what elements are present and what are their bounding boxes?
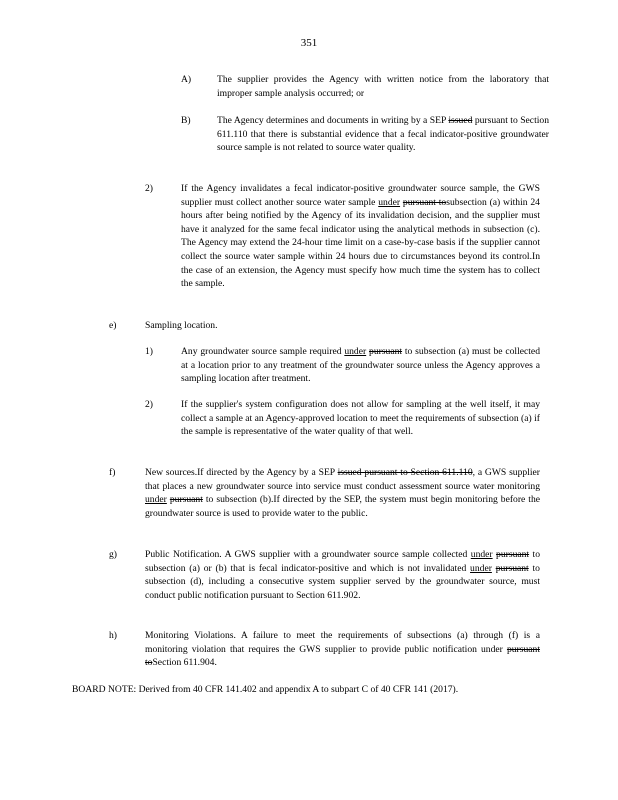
text-run: to subsection (a) must be collected at a location prior to any treatment of the groundwater source unless the Agency approves a sampling location after treatment. (181, 346, 540, 385)
paragraph-marker: 1) (145, 346, 153, 357)
paragraph-text (181, 398, 540, 439)
text-run: The Agency determines and documents in writing by a SEP (217, 115, 449, 126)
paragraph-marker: 2) (145, 399, 153, 410)
paragraph-marker: A) (181, 74, 192, 85)
board-note: BOARD NOTE: Derived from 40 CFR 141.402 and appendix A to subpart C of 40 CFR 141 (2017). (72, 684, 459, 695)
paragraph-text (181, 182, 540, 291)
text-run: Public Notification. A GWS supplier with a groundwater source sample collected (145, 549, 471, 560)
deleted-text: pursuant to (402, 196, 447, 208)
paragraph-text (145, 466, 540, 520)
deleted-text: pursuant (496, 549, 530, 560)
deleted-text: pursuant (495, 562, 529, 574)
paragraph-text (181, 345, 540, 386)
text-run: to subsection (b).If directed by the SEP, the system must begin monitoring before the groundwater source is used to provide water to the public. (145, 494, 540, 519)
inserted-text: under (378, 196, 401, 208)
paragraph-text (145, 548, 540, 602)
deleted-text: pursuant to (145, 643, 540, 669)
text-run: Sampling location. (145, 320, 218, 331)
paragraph-text (217, 73, 549, 100)
text-run: New sources.If directed by the Agency by a SEP (145, 467, 338, 478)
text-run: pursuant to Section 611.110 that there is substantial evidence that a fecal indicator-positive groundwater source sample is not related to source water quality. (217, 115, 549, 154)
paragraph-marker: g) (109, 549, 117, 560)
deleted-text: pursuant (169, 494, 203, 506)
text-run: If the supplier's system configuration does not allow for sampling at the well itself, it may collect a sample at an Agency-approved location to meet the requirements of subsection (a) if the sample is representative of the water quality of that well. (181, 399, 540, 438)
paragraph-marker: f) (109, 467, 116, 478)
text-run: , a GWS supplier that places a new groundwater source into service must conduct assessment source water monitoring (145, 467, 540, 492)
text-run: to subsection (a) or (b) that is fecal indicator-positive and which is not invalidated (145, 549, 540, 574)
paragraph-text (145, 319, 540, 333)
paragraph-marker: B) (181, 115, 191, 126)
inserted-text: under (470, 562, 492, 574)
paragraph-marker: 2) (145, 183, 153, 194)
deleted-text: pursuant (369, 346, 403, 357)
deleted-text: issued pursuant to Section 611.110 (337, 467, 473, 478)
paragraph-text (217, 114, 549, 155)
inserted-text: under (470, 549, 493, 560)
text-run: to subsection (d), including a consecutive system supplier served by the groundwater source, must conduct public notification pursuant to Section 611.902. (145, 562, 540, 601)
text-run: Any groundwater source sample required (181, 346, 345, 357)
page-number: 351 (300, 37, 318, 49)
paragraph-text (145, 629, 540, 670)
paragraph-marker: e) (109, 320, 117, 331)
text-run: The supplier provides the Agency with written notice from the laboratory that improper sample analysis occurred; or (217, 74, 549, 99)
inserted-text: under (145, 494, 167, 506)
text-run: Section 611.904. (152, 657, 217, 669)
paragraph-marker: h) (109, 630, 117, 641)
text-run: subsection (a) within 24 hours after being notified by the Agency of its invalidation decision, and the supplier must have it analyzed for the same fecal indicator using the analytical methods in subsection (c). The Agency may extend the 24-hour time limit on a case-by-case basis if the supplier cannot collect the source water sample within 24 hours due to circumstances beyond its control.In the case of an extension, the Agency must specify how much time the system has to collect the sample. (181, 196, 540, 290)
text-run: Monitoring Violations. A failure to meet the requirements of subsections (a) through (f) is a monitoring violation that requires the GWS supplier to provide public notification under (145, 630, 540, 655)
inserted-text: under (344, 346, 367, 357)
deleted-text: issued (448, 115, 473, 126)
text-run: If the Agency invalidates a fecal indicator-positive groundwater source sample, the GWS supplier must collect another source water sample (181, 183, 540, 208)
